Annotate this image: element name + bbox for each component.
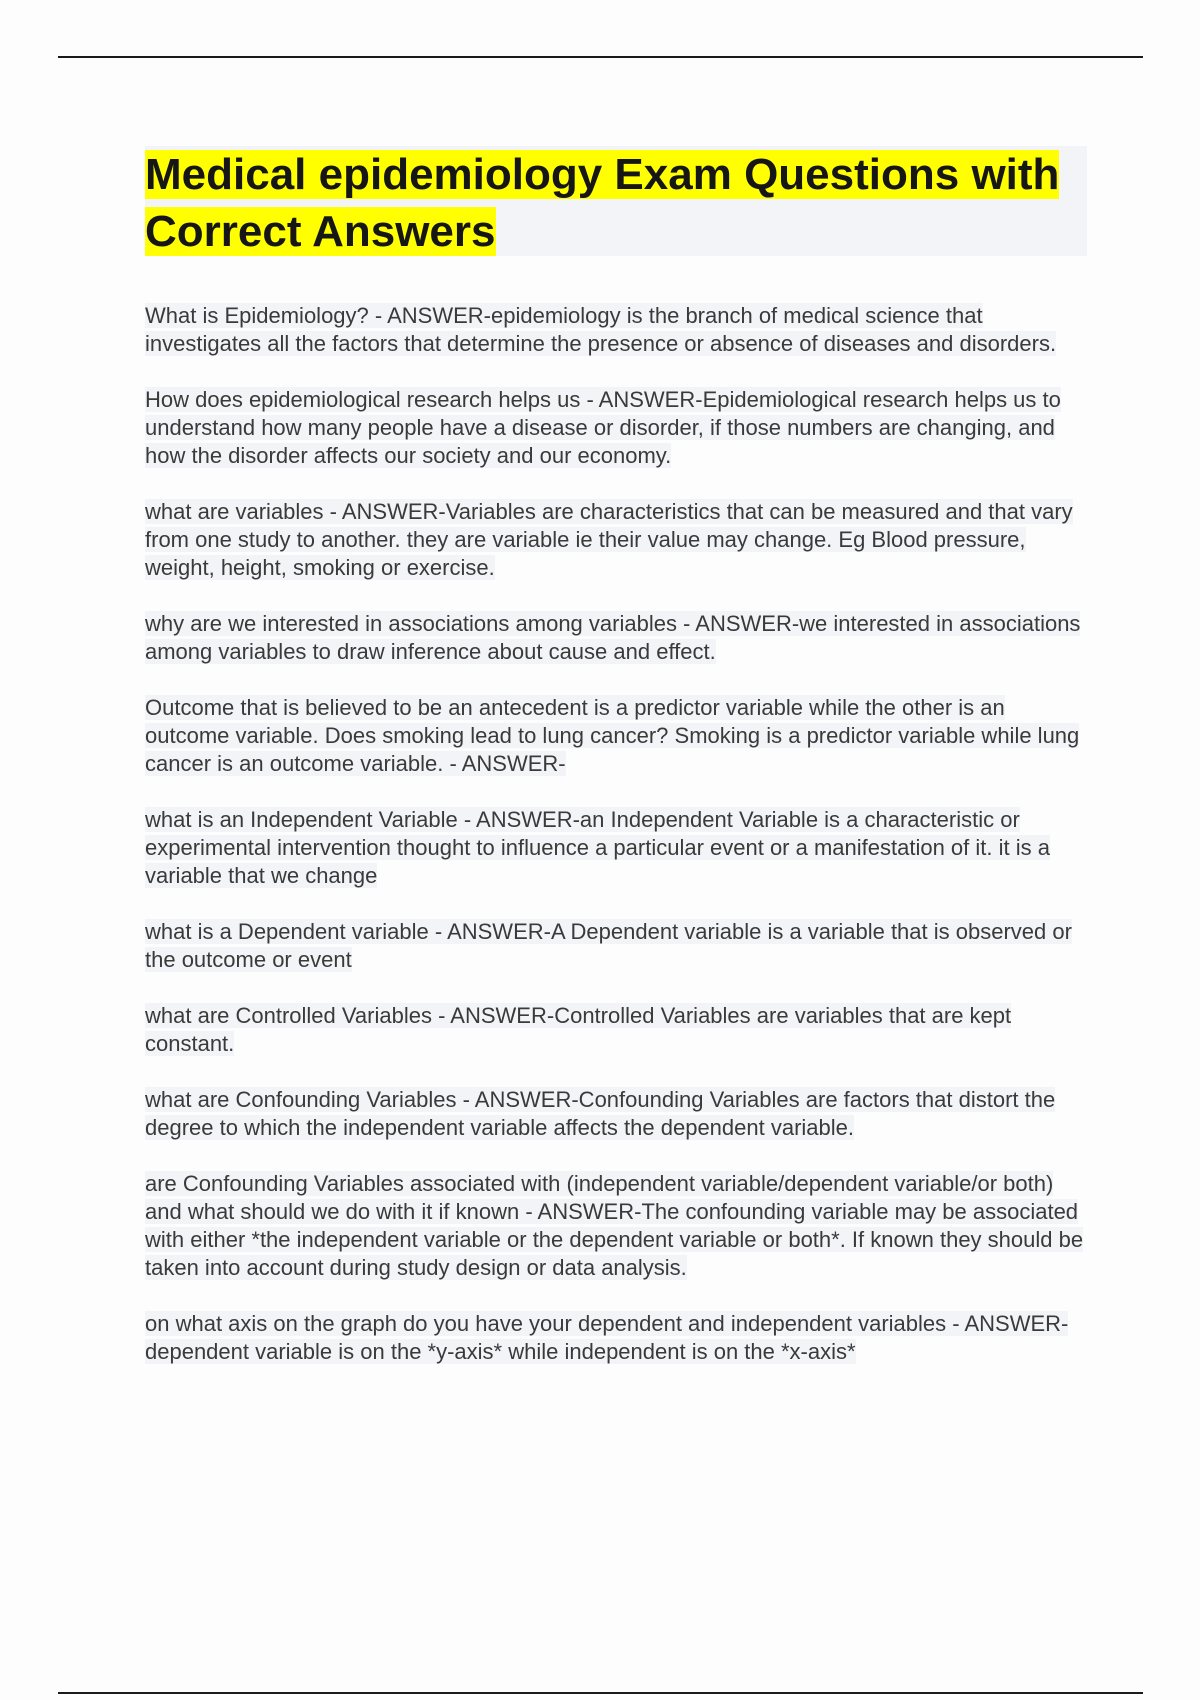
qa-item: what are Controlled Variables - ANSWER-Controlled Variables are variables that are kept constant. (145, 1003, 1012, 1056)
qa-item: What is Epidemiology? - ANSWER-epidemiology is the branch of medical science that investigates all the factors that determine the presence or absence of diseases and disorders. (145, 303, 1057, 356)
footer-rule (58, 1692, 1143, 1694)
qa-item: what are variables - ANSWER-Variables are characteristics that can be measured and that vary from one study to another. they are variable ie their value may change. Eg Blood pressure, weight, height, smoking or exercise. (145, 499, 1073, 580)
qa-item: why are we interested in associations among variables - ANSWER-we interested in associations among variables to draw inference about cause and effect. (145, 611, 1081, 664)
qa-item: what is an Independent Variable - ANSWER-an Independent Variable is a characteristic or experimental intervention thought to influence a particular event or a manifestation of it. it is a variable that we change (145, 807, 1050, 888)
qa-item: what are Confounding Variables - ANSWER-Confounding Variables are factors that distort the degree to which the independent variable affects the dependent variable. (145, 1087, 1056, 1140)
qa-item: on what axis on the graph do you have your dependent and independent variables - ANSWER-dependent variable is on the *y-axis* while independent is on the *x-axis* (145, 1311, 1069, 1364)
qa-list (145, 302, 1090, 1394)
qa-item: Outcome that is believed to be an antecedent is a predictor variable while the other is an outcome variable. Does smoking lead to lung cancer? Smoking is a predictor variable while lung cancer is an outcome variable. - ANSWER- (145, 695, 1080, 776)
qa-item: what is a Dependent variable - ANSWER-A Dependent variable is a variable that is observed or the outcome or event (145, 919, 1072, 972)
header-rule (58, 56, 1143, 58)
title-block (145, 146, 1087, 256)
qa-item: are Confounding Variables associated with (independent variable/dependent variable/or both) and what should we do with it if known - ANSWER-The confounding variable may be associated with either *the independent variable or the dependent variable or both*. If known they should be taken into account during study design or data analysis. (145, 1171, 1084, 1280)
page-title-text: Medical epidemiology Exam Questions with Correct Answers (145, 150, 1060, 256)
qa-item: How does epidemiological research helps us - ANSWER-Epidemiological research helps us to understand how many people have a disease or disorder, if those numbers are changing, and how the disorder affects our society and our economy. (145, 387, 1061, 468)
page-title (145, 146, 1087, 260)
